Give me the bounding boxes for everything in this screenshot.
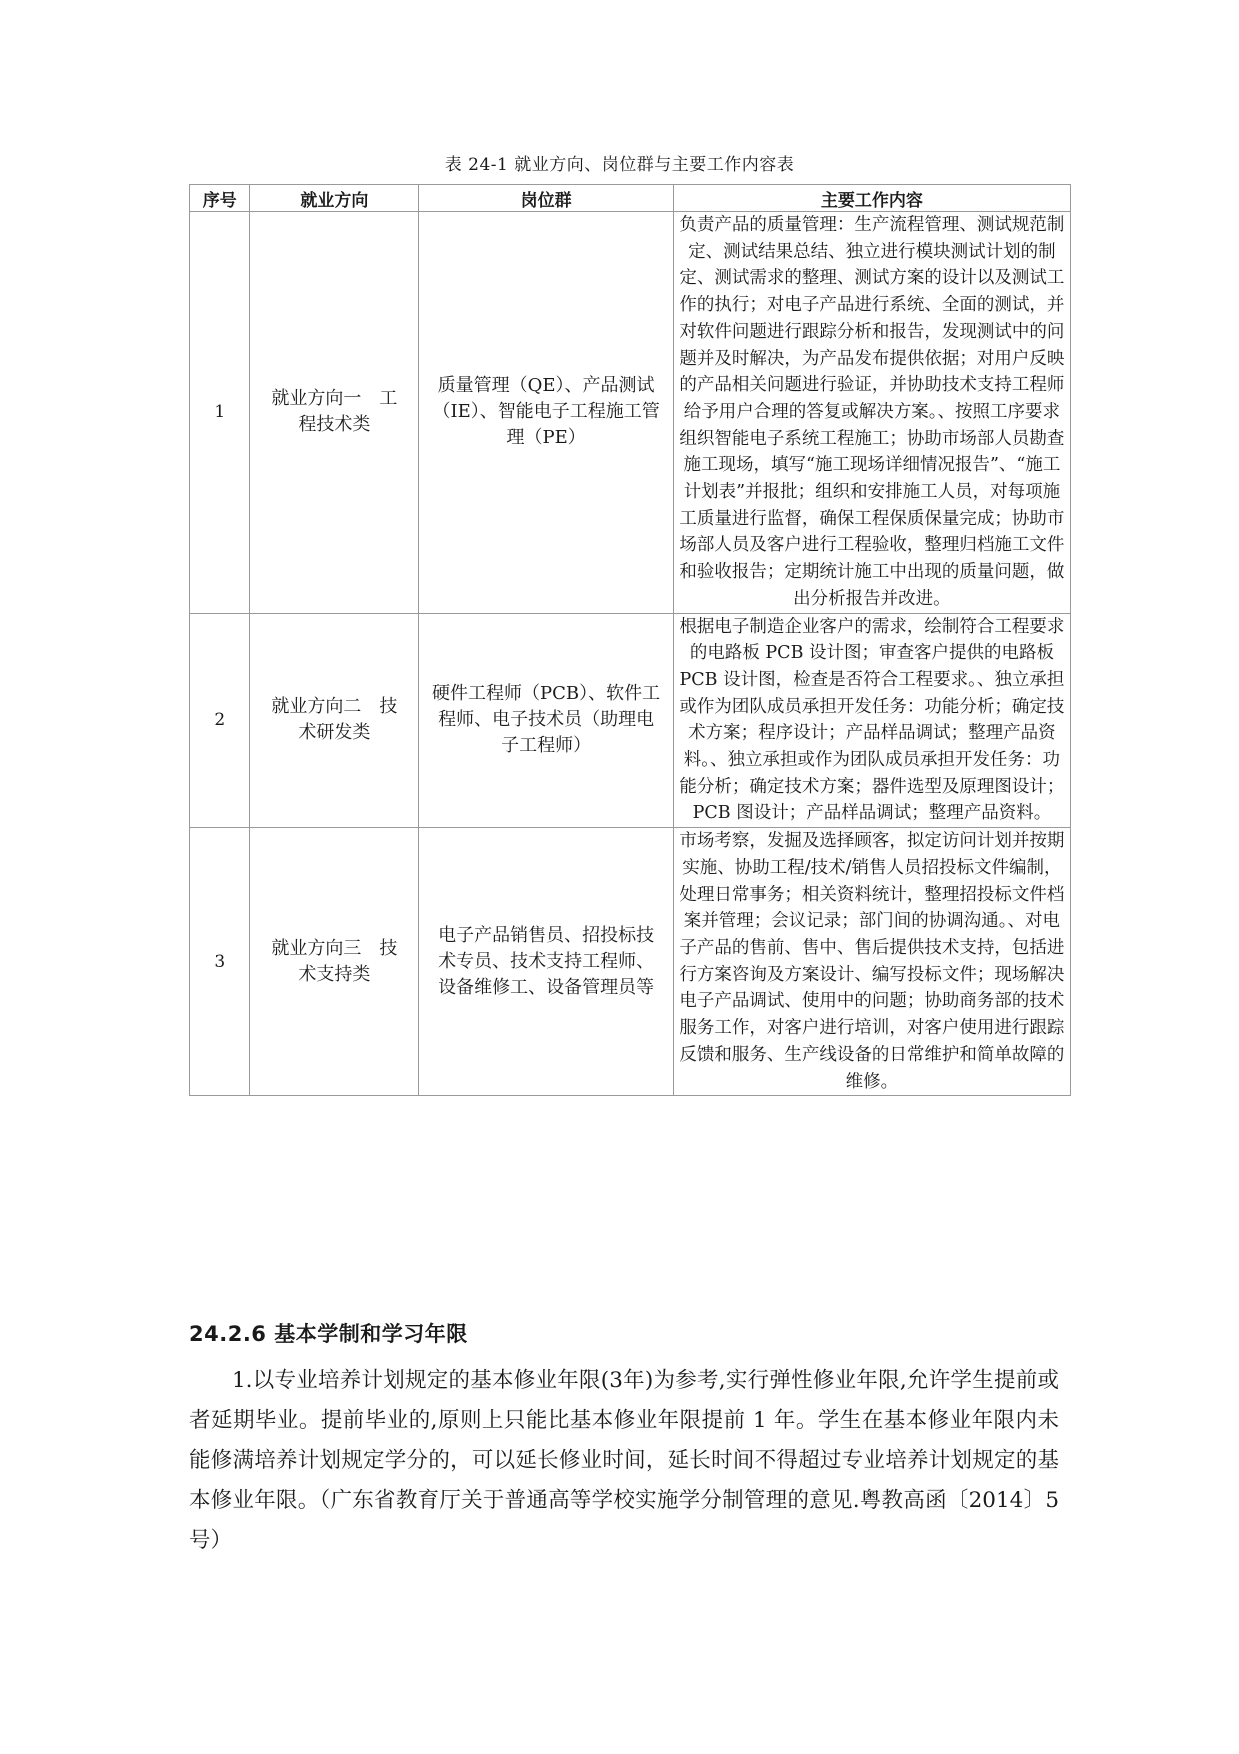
table-row [190, 613, 1071, 828]
table-header-row [190, 185, 1071, 212]
table-row [190, 212, 1071, 614]
row-content: 负责产品的质量管理：生产流程管理、测试规范制定、测试结果总结、独立进行模块测试计划的制定、测试需求的整理、测试方案的设计以及测试工作的执行；对电子产品进行系统、全面的测试，并对软件问题进行跟踪分析和报告，发现测试中的问题并及时解决，为产品发布提供依据；对用户反映的产品相关问题进行验证，并协助技术支持工程师给予用户合理的答复或解决方案。、按照工序要求组织智能电子系统工程施工；协助市场部人员勘查施工现场，填写“施工现场详细情况报告”、“施工计划表”并报批；组织和安排施工人员，对每项施工质量进行监督，确保工程保质保量完成；协助市场部人员及客户进行工程验收，整理归档施工文件和验收报告；定期统计施工中出现的质量问题，做出分析报告并改进。 [673, 212, 1070, 614]
header-index: 序号 [190, 185, 250, 212]
employment-table [189, 184, 1071, 1096]
row-index: 1 [190, 212, 250, 614]
row-positions: 硬件工程师（PCB）、软件工程师、电子技术员（助理电子工程师） [419, 613, 673, 828]
header-direction: 就业方向 [250, 185, 419, 212]
table-caption: 表 24-1 就业方向、岗位群与主要工作内容表 [444, 155, 795, 175]
header-positions: 岗位群 [419, 185, 673, 212]
body-paragraph: 1.以专业培养计划规定的基本修业年限(3年)为参考,实行弹性修业年限,允许学生提前或者延期毕业。提前毕业的,原则上只能比基本修业年限提前 1 年。学生在基本修业年限内未能修满培养计划规定学分的，可以延长修业时间，延长时间不得超过专业培养计划规定的基本修业年限。（广东省教育厅关于普通高等学校实施学分制管理的意见.粤教高函〔2014〕5 号） [189, 1368, 1059, 1553]
row-index: 3 [190, 828, 250, 1096]
row-direction: 就业方向二 技术研发类 [250, 613, 419, 828]
row-content: 市场考察，发掘及选择顾客，拟定访问计划并按期实施、协助工程/技术/销售人员招投标文件编制，处理日常事务；相关资料统计，整理招投标文件档案并管理；会议记录；部门间的协调沟通。、对电子产品的售前、售中、售后提供技术支持，包括进行方案咨询及方案设计、编写投标文件；现场解决电子产品调试、使用中的问题；协助商务部的技术服务工作，对客户进行培训，对客户使用进行跟踪反馈和服务、生产线设备的日常维护和简单故障的维修。 [673, 828, 1070, 1096]
row-index: 2 [190, 613, 250, 828]
row-direction: 就业方向一 工程技术类 [250, 212, 419, 614]
header-content: 主要工作内容 [673, 185, 1070, 212]
section-heading: 24.2.6 基本学制和学习年限 [189, 1322, 468, 1346]
row-content: 根据电子制造企业客户的需求，绘制符合工程要求的电路板 PCB 设计图；审查客户提供的电路板 PCB 设计图，检查是否符合工程要求。、独立承担或作为团队成员承担开发任务：功能分析；确定技术方案；程序设计；产品样品调试；整理产品资料。、独立承担或作为团队成员承担开发任务：功能分析；确定技术方案；器件选型及原理图设计； PCB 图设计；产品样品调试；整理产品资料。 [673, 613, 1070, 828]
table-row [190, 828, 1071, 1096]
row-positions: 质量管理（QE）、产品测试（IE）、智能电子工程施工管理（PE） [419, 212, 673, 614]
row-direction: 就业方向三 技术支持类 [250, 828, 419, 1096]
row-positions: 电子产品销售员、招投标技术专员、技术支持工程师、设备维修工、设备管理员等 [419, 828, 673, 1096]
